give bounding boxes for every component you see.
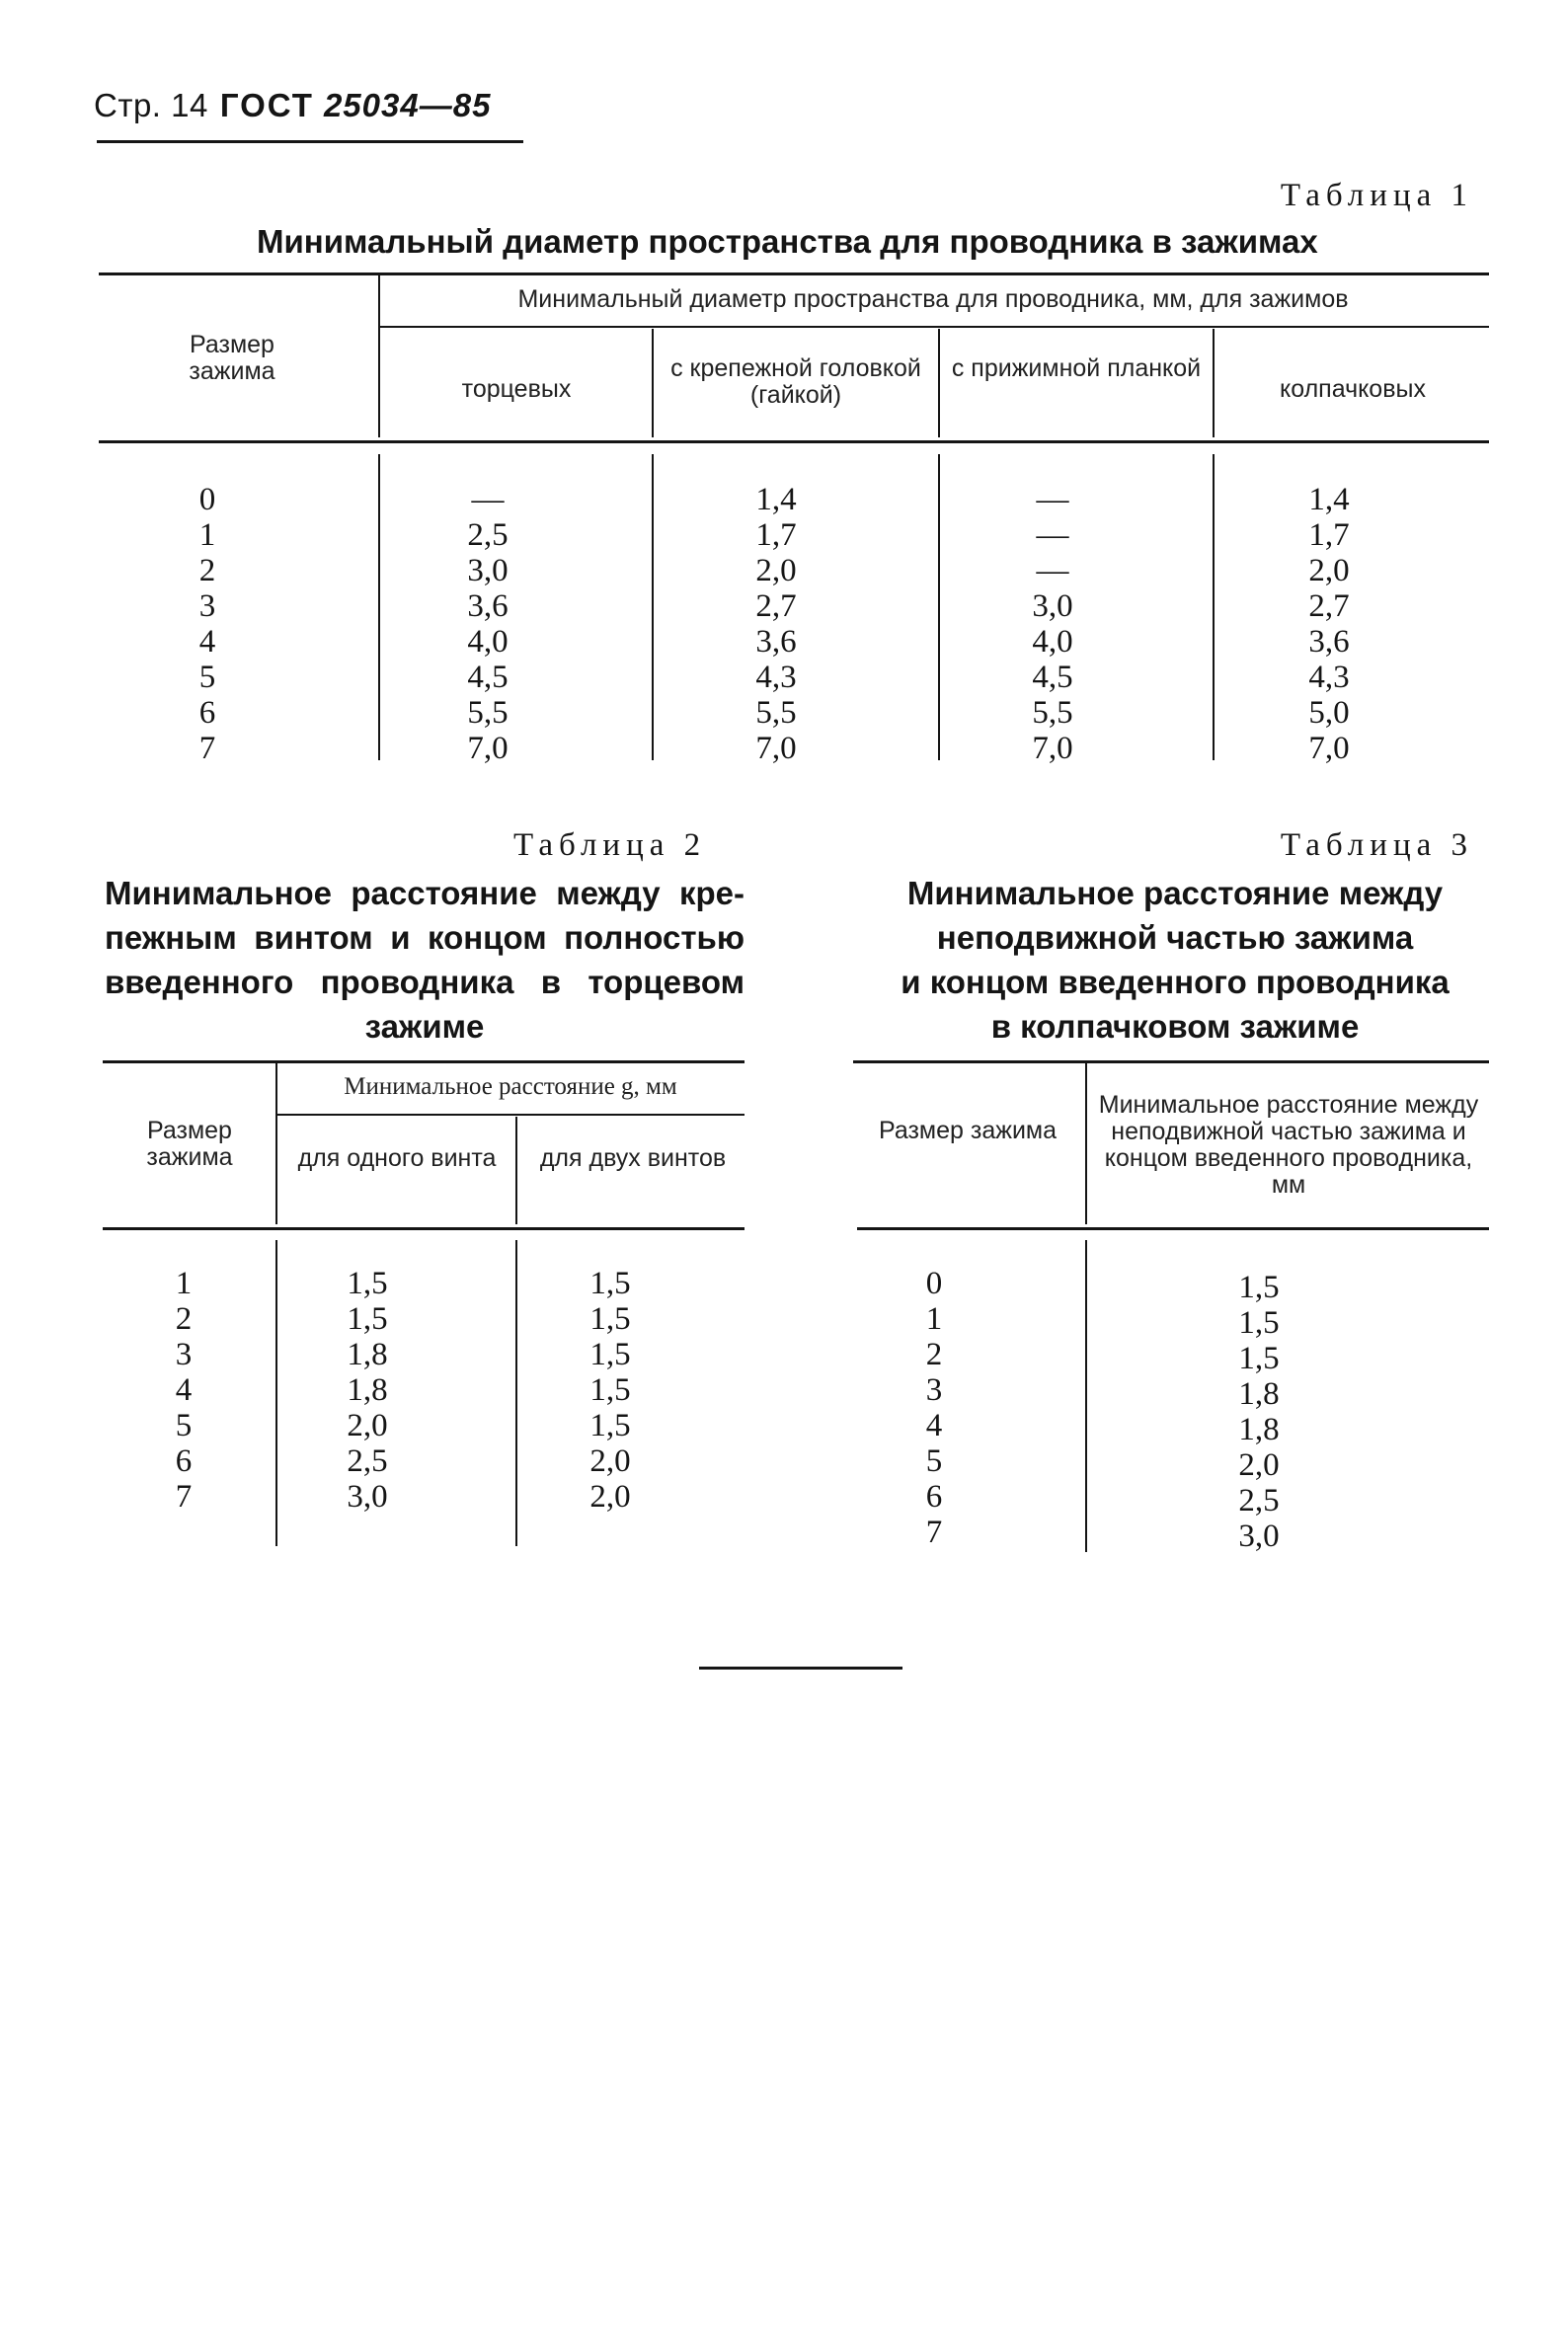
table-cell: 5 [925,1443,943,1479]
table2-group-rule [276,1114,745,1116]
table-cell: 2,5 [347,1443,388,1479]
table-cell: 4,0 [1032,624,1073,660]
table1-col-1 [419,482,557,766]
table2-title-line: пежным винтом и концом полностью [105,919,745,956]
table3-row-header: Размер зажима [878,1117,1058,1144]
table-cell: 1,5 [1238,1341,1280,1376]
page-header [94,87,491,124]
table-cell: 5,5 [467,695,509,731]
table2-vline-b1 [515,1240,517,1546]
table1-vline-b2 [938,454,940,760]
table-cell: 1,5 [589,1301,631,1337]
table-cell: 6 [175,1443,193,1479]
table1-vline-h0 [378,275,380,437]
table-cell: — [471,482,505,517]
table-cell: 7 [198,731,216,766]
table1-vline-b0 [378,454,380,760]
table3-title-line: в колпачковом зажиме [990,1008,1360,1045]
table3-title [869,871,1481,1049]
table-cell: 3,0 [1238,1519,1280,1554]
table-cell: 4,5 [467,660,509,695]
table-cell: 2 [198,553,216,588]
table1-top-rule [99,273,1489,275]
table-cell: 3,6 [467,588,509,624]
table-cell: 1,8 [347,1337,388,1372]
table1-title: Минимальный диаметр пространства для проводника в зажимах [257,223,1318,260]
table3-title-line: неподвижной частью зажима [936,919,1414,956]
table-cell: 2,5 [1238,1483,1280,1519]
table1-col-header-3: с прижимной планкой [951,354,1202,382]
table-cell: 5,5 [1032,695,1073,731]
table-cell: 1,4 [1308,482,1350,517]
table1-row-header: Размер зажима [189,331,275,385]
table1-vline-h3 [1213,329,1215,437]
header-rule [97,140,523,143]
table-cell: 4 [198,624,216,660]
table-cell: 3 [925,1372,943,1408]
table-cell: 1,5 [589,1266,631,1301]
table-cell: 1,5 [589,1408,631,1443]
table-cell: 3 [175,1337,193,1372]
table-cell: 7,0 [467,731,509,766]
table2-col-1 [308,1266,427,1515]
table2-title [105,871,745,1049]
table1-header-rule [99,440,1489,443]
table2-caption: Таблица 2 [513,827,707,863]
table1-vline-h2 [938,329,940,437]
table-cell: 3,0 [347,1479,388,1515]
table3-col-1 [1195,1270,1323,1554]
table-cell: 1 [198,517,216,553]
table1-group-header: Минимальный диаметр пространства для проводника, мм, для зажимов [517,285,1349,313]
table-cell: 4,0 [467,624,509,660]
table1-col-header-4: колпачковых [1280,375,1426,403]
table2-title-line: введенного проводника в торцевом [105,964,745,1000]
table-cell: 4,3 [755,660,797,695]
table-cell: 7 [175,1479,193,1515]
table-cell: 3,6 [1308,624,1350,660]
table3-top-rule [853,1060,1489,1063]
table1-col-header-2: с крепежной головкой (гайкой) [670,354,921,409]
table-cell: 6 [198,695,216,731]
table1-caption: Таблица 1 [1280,178,1473,213]
table-cell: 1,8 [1238,1376,1280,1412]
table-cell: 2,0 [755,553,797,588]
table3-title-line: Минимальное расстояние между [906,875,1444,911]
table-cell: 4,5 [1032,660,1073,695]
table2-col-sizes [124,1266,243,1515]
table-cell: 4,3 [1308,660,1350,695]
table2-title-line: зажиме [364,1008,485,1045]
table2-row-header: Размер зажима [146,1117,233,1171]
table2-vline-h1 [515,1117,517,1224]
table1-col-3 [983,482,1122,766]
table3-header-rule [857,1227,1489,1230]
table2-title-line: Минимальное расстояние между кре- [105,875,745,911]
table-cell: 2,0 [1308,553,1350,588]
table-cell: 1,5 [589,1337,631,1372]
table-cell: 2,7 [1308,588,1350,624]
table-cell: 7 [925,1515,943,1550]
table-cell: 6 [925,1479,943,1515]
table-cell: 1,7 [755,517,797,553]
table-cell: — [1036,553,1069,588]
table-cell: 0 [925,1266,943,1301]
page-number: Стр. 14 [94,87,208,123]
table-cell: 2,0 [589,1443,631,1479]
table-cell: 3,0 [467,553,509,588]
table2-col-header-2: для двух винтов [539,1144,727,1172]
table-cell: 7,0 [755,731,797,766]
table-cell: — [1036,517,1069,553]
table-cell: 2 [175,1301,193,1337]
table-cell: 5,5 [755,695,797,731]
table-cell: 1,7 [1308,517,1350,553]
table2-vline-h0 [275,1063,277,1224]
table-cell: 5,0 [1308,695,1350,731]
table-cell: 1,8 [347,1372,388,1408]
standard-number: 25034—85 [323,87,492,123]
table-cell: — [1036,482,1069,517]
table-cell: 1,8 [1238,1412,1280,1447]
table-cell: 5 [198,660,216,695]
table-cell: 5 [175,1408,193,1443]
table1-group-rule [379,326,1489,328]
standard-label: ГОСТ [219,87,314,123]
table3-vline-b0 [1085,1240,1087,1552]
table-cell: 1,4 [755,482,797,517]
table-cell: 4 [925,1408,943,1443]
table3-title-line: и концом введенного проводника [901,964,1450,1000]
table2-vline-b0 [275,1240,277,1546]
table1-vline-h1 [652,329,654,437]
table-cell: 3,0 [1032,588,1073,624]
table-cell: 2,7 [755,588,797,624]
table1-col-2 [707,482,845,766]
table-cell: 2,0 [589,1479,631,1515]
table-cell: 2,0 [347,1408,388,1443]
table-cell: 2,5 [467,517,509,553]
table1-col-sizes [138,482,276,766]
end-of-page-rule [699,1667,902,1670]
table1-col-4 [1260,482,1398,766]
table-cell: 1,5 [1238,1270,1280,1305]
table-cell: 4 [175,1372,193,1408]
table3-vline-h0 [1085,1063,1087,1224]
table2-col-header-1: для одного винта [297,1144,497,1172]
table3-caption: Таблица 3 [1280,827,1473,863]
table1-vline-b3 [1213,454,1215,760]
table3-col-sizes [875,1266,993,1550]
table-cell: 1 [175,1266,193,1301]
table3-column-header: Минимальное расстояние между неподвижной частью зажима и концом введенного проводника, мм [1098,1091,1479,1199]
table-cell: 0 [198,482,216,517]
table-cell: 3,6 [755,624,797,660]
table2-header-rule [103,1227,745,1230]
table2-top-rule [103,1060,745,1063]
table-cell: 1,5 [589,1372,631,1408]
table2-group-header: Минимальное расстояние g, мм [344,1073,677,1100]
table-cell: 7,0 [1032,731,1073,766]
table1-vline-b1 [652,454,654,760]
table-cell: 2 [925,1337,943,1372]
table-cell: 1,5 [347,1266,388,1301]
table-cell: 1 [925,1301,943,1337]
table2-col-2 [551,1266,669,1515]
table-cell: 2,0 [1238,1447,1280,1483]
table-cell: 7,0 [1308,731,1350,766]
table-cell: 1,5 [347,1301,388,1337]
table-cell: 1,5 [1238,1305,1280,1341]
table-cell: 3 [198,588,216,624]
table1-col-header-1: торцевых [461,375,572,403]
